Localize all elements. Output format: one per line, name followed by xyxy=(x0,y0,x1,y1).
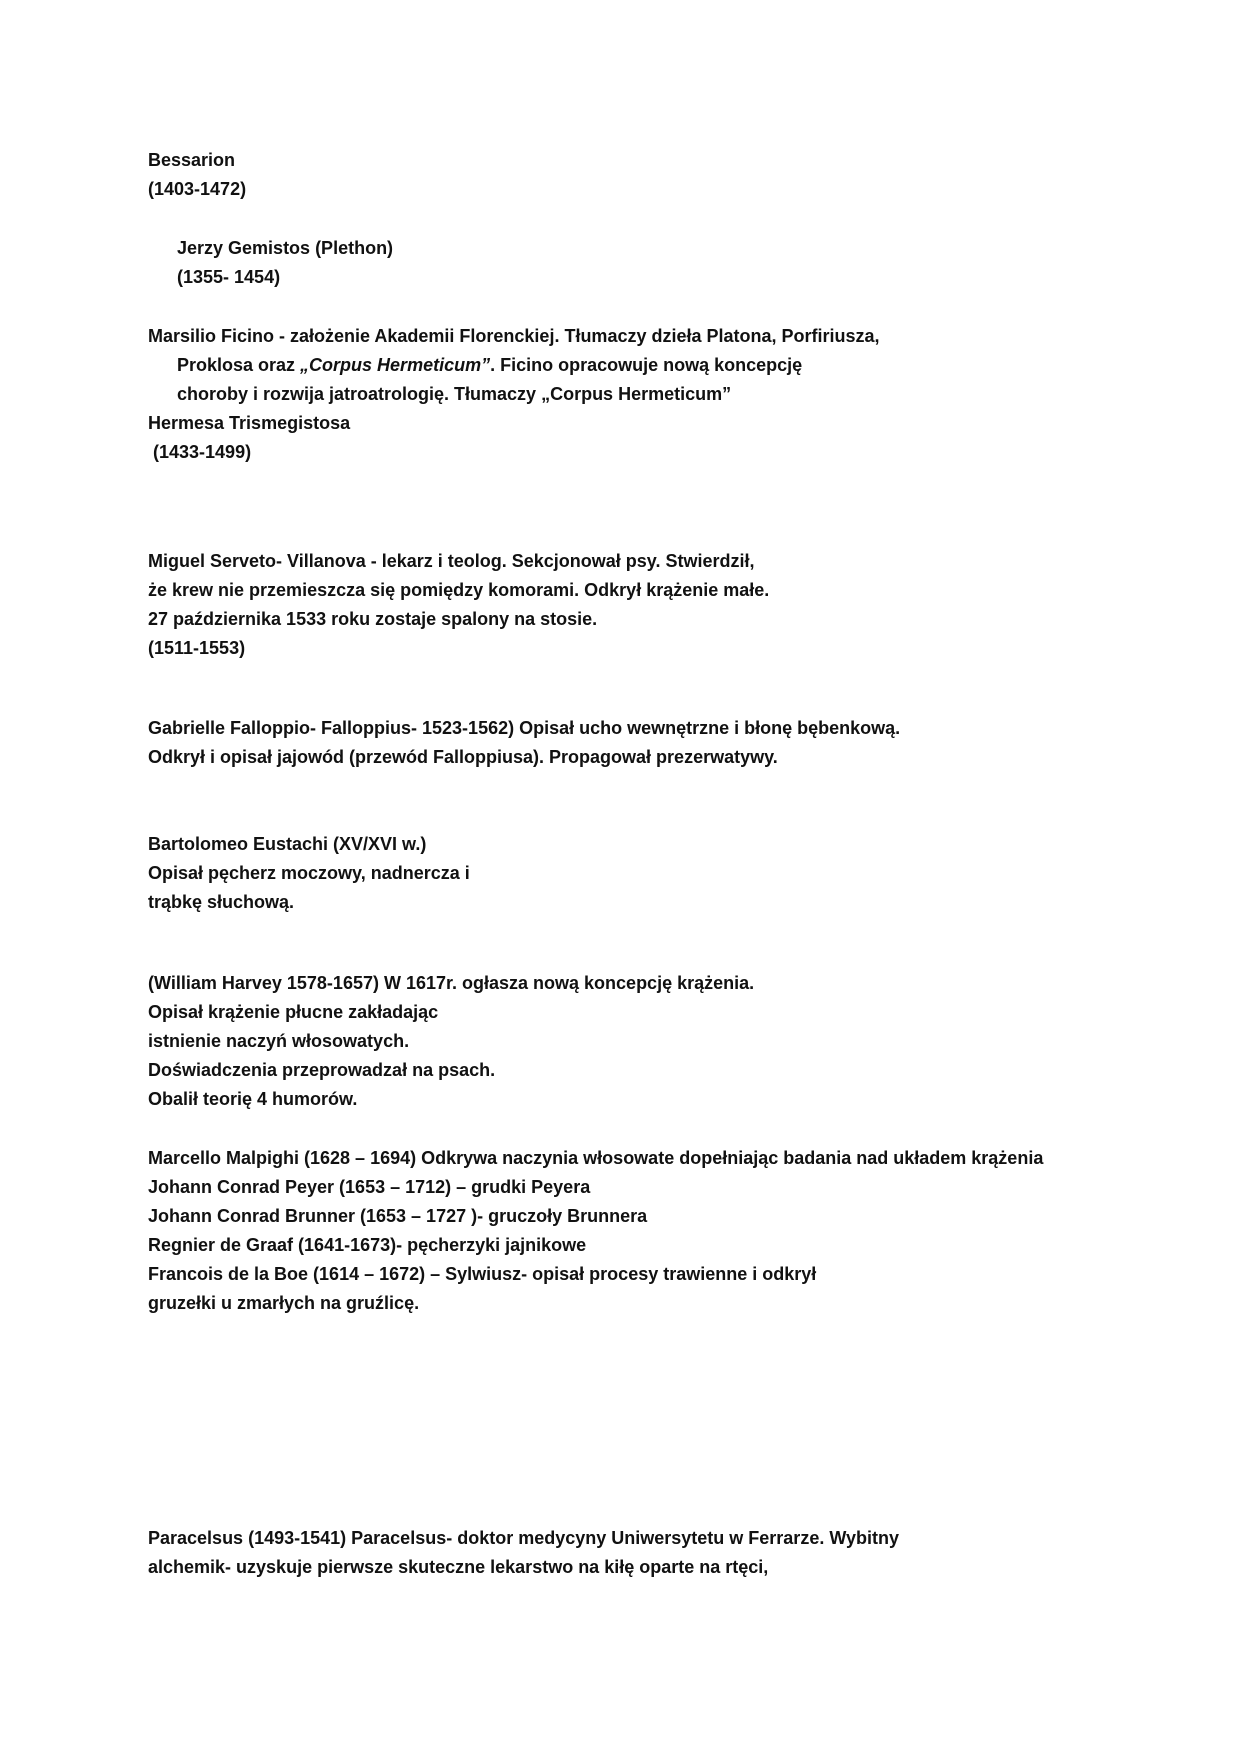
text-line: Doświadczenia przeprowadzał na psach. xyxy=(148,1060,496,1080)
text-line: gruzełki u zmarłych na gruźlicę. xyxy=(148,1293,420,1313)
text-span: . Ficino opracowuje nową koncepcję xyxy=(490,355,803,375)
text-line: Opisał pęcherz moczowy, nadnercza i xyxy=(148,863,470,883)
text-line: choroby i rozwija jatroatrologię. Tłumaczy „Corpus Hermeticum” xyxy=(177,384,732,404)
text-span: Proklosa oraz xyxy=(177,355,301,375)
text-line: trąbkę słuchową. xyxy=(148,892,295,912)
text-line: (1511-1553) xyxy=(148,638,246,658)
text-line: (1433-1499) xyxy=(153,442,252,462)
text-line: Opisał krążenie płucne zakładając xyxy=(148,1002,439,1022)
text-line: Bartolomeo Eustachi (XV/XVI w.) xyxy=(148,834,427,854)
text-line: Johann Conrad Peyer (1653 – 1712) – grudki Peyera xyxy=(148,1177,591,1197)
text-line: istnienie naczyń włosowatych. xyxy=(148,1031,410,1051)
text-line: 27 października 1533 roku zostaje spalony na stosie. xyxy=(148,609,598,629)
text-line: Jerzy Gemistos (Plethon) xyxy=(177,238,394,258)
text-line: Obalił teorię 4 humorów. xyxy=(148,1089,358,1109)
text-line: Francois de la Boe (1614 – 1672) – Sylwiusz- opisał procesy trawienne i odkrył xyxy=(148,1264,817,1284)
text-line: Gabrielle Falloppio- Falloppius- 1523-1562) Opisał ucho wewnętrzne i błonę bębenkową. xyxy=(148,718,901,738)
text-line: (1355- 1454) xyxy=(177,267,281,287)
text-line: Odkrył i opisał jajowód (przewód Falloppiusa). Propagował prezerwatywy. xyxy=(148,747,778,767)
text-line: Bessarion xyxy=(148,150,236,170)
text-line: (1403-1472) xyxy=(148,179,247,199)
text-line: Miguel Serveto- Villanova - lekarz i teolog. Sekcjonował psy. Stwierdził, xyxy=(148,551,755,571)
text-line: Marsilio Ficino - założenie Akademii Florenckiej. Tłumaczy dzieła Platona, Porfiriusza, xyxy=(148,326,880,346)
italic-title: „Corpus Hermeticum” xyxy=(300,355,491,375)
text-line: Hermesa Trismegistosa xyxy=(148,413,351,433)
text-line: Regnier de Graaf (1641-1673)- pęcherzyki jajnikowe xyxy=(148,1235,587,1255)
text-line: (William Harvey 1578-1657) W 1617r. ogłasza nową koncepcję krążenia. xyxy=(148,973,755,993)
text-line: Johann Conrad Brunner (1653 – 1727 )- gruczoły Brunnera xyxy=(148,1206,648,1226)
text-line: Paracelsus (1493-1541) Paracelsus- doktor medycyny Uniwersytetu w Ferrarze. Wybitny xyxy=(148,1528,899,1548)
text-line: że krew nie przemieszcza się pomiędzy komorami. Odkrył krążenie małe. xyxy=(148,580,770,600)
text-line: Marcello Malpighi (1628 – 1694) Odkrywa naczynia włosowate dopełniając badania nad układem krążenia xyxy=(148,1148,1044,1168)
text-line: alchemik- uzyskuje pierwsze skuteczne lekarstwo na kiłę oparte na rtęci, xyxy=(148,1557,769,1577)
text-line xyxy=(177,354,802,376)
